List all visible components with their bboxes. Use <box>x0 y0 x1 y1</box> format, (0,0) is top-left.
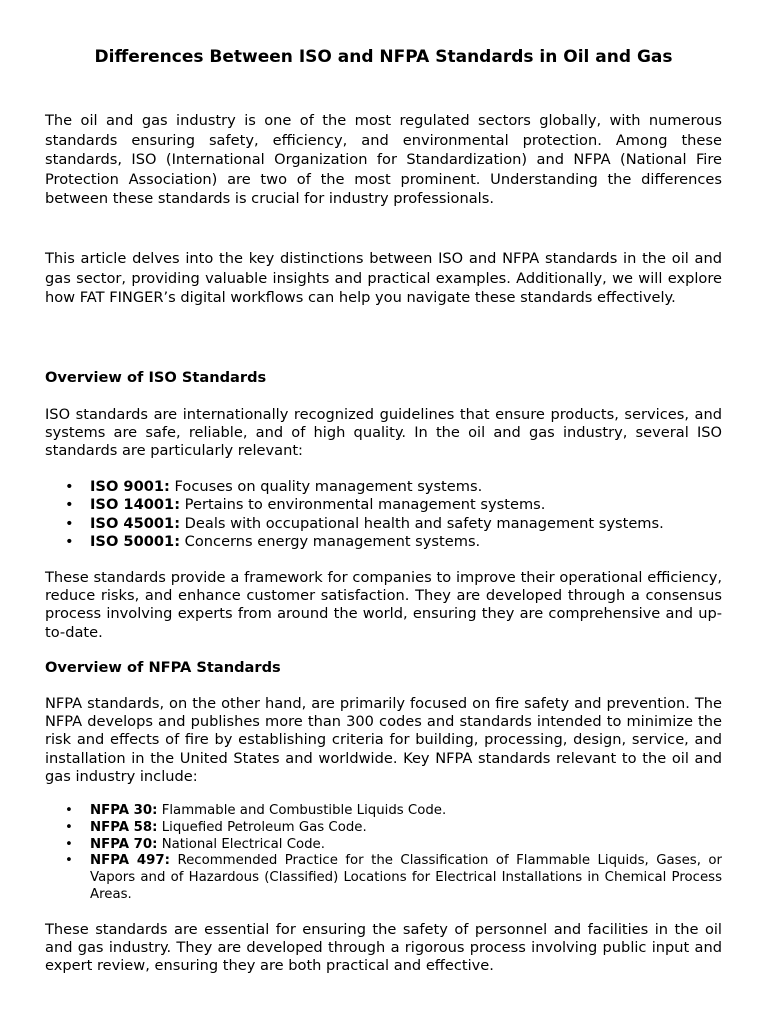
iso-standards-list <box>45 478 722 551</box>
standard-description: Pertains to environmental management systems. <box>180 496 546 514</box>
list-item <box>45 820 722 837</box>
standard-description: Concerns energy management systems. <box>180 532 481 550</box>
list-item <box>45 837 722 854</box>
iso-section-heading: Overview of ISO Standards <box>45 369 267 386</box>
standard-code: NFPA 70: <box>90 836 158 852</box>
nfpa-closing-paragraph: These standards are essential for ensuring the safety of personnel and facilities in the oil and gas industry. They are developed through a rigorous process involving public input and expert review, ensuring they are both practical and effective. <box>45 921 722 975</box>
list-item <box>45 496 722 514</box>
list-item <box>45 515 722 533</box>
standard-code: NFPA 30: <box>90 803 158 818</box>
standard-description: National Electrical Code. <box>157 836 325 852</box>
iso-closing-paragraph: These standards provide a framework for companies to improve their operational efficiency, reduce risks, and enhance customer satisfaction. They are developed through a consensus process involving experts from around the world, ensuring they are comprehensive and up-to-date. <box>45 569 722 641</box>
standard-code: ISO 9001: <box>90 478 170 495</box>
list-item <box>45 853 722 903</box>
standard-description: Deals with occupational health and safety management systems. <box>180 514 664 532</box>
document-title: Differences Between ISO and NFPA Standards in Oil and Gas <box>94 47 673 67</box>
standard-description: Focuses on quality management systems. <box>169 478 483 495</box>
nfpa-lead-paragraph: NFPA standards, on the other hand, are primarily focused on fire safety and prevention. The NFPA develops and publishes more than 300 codes and standards intended to minimize the risk and effects of fire by establishing criteria for building, processing, design, service, and installation in the United States and worldwide. Key NFPA standards relevant to the oil and gas industry include: <box>45 695 722 785</box>
list-item <box>45 533 722 551</box>
intro-paragraph-2: This article delves into the key distinctions between ISO and NFPA standards in the oil and gas sector, providing valuable insights and practical examples. Additionally, we will explore how FAT FINGER’s digital workflows can help you navigate these standards effectively. <box>45 250 722 307</box>
iso-lead-paragraph: ISO standards are internationally recognized guidelines that ensure products, services, and systems are safe, reliable, and of high quality. In the oil and gas industry, several ISO standards are particularly relevant: <box>45 406 722 460</box>
list-item <box>45 478 722 496</box>
nfpa-section-heading: Overview of NFPA Standards <box>45 659 281 676</box>
standard-code: ISO 14001: <box>90 496 181 514</box>
standard-code: NFPA 497: <box>90 853 170 869</box>
standard-description: Recommended Practice for the Classification of Flammable Liquids, Gases, or Vapors and of Hazardous (Classified) Locations for Electrical Installations in Chemical Process Areas. <box>90 853 723 902</box>
standard-code: ISO 45001: <box>90 514 181 532</box>
list-item <box>45 803 722 820</box>
standard-code: ISO 50001: <box>90 532 181 550</box>
standard-description: Liquefied Petroleum Gas Code. <box>157 819 367 835</box>
standard-code: NFPA 58: <box>90 819 158 835</box>
standard-description: Flammable and Combustible Liquids Code. <box>157 803 447 818</box>
nfpa-standards-list <box>45 803 722 904</box>
intro-paragraph-1: The oil and gas industry is one of the most regulated sectors globally, with numerous standards ensuring safety, efficiency, and environmental protection. Among these standards, ISO (International Organization for Standardization) and NFPA (National Fire Protection Association) are two of the most prominent. Understanding the differences between these standards is crucial for industry professionals. <box>45 112 722 208</box>
